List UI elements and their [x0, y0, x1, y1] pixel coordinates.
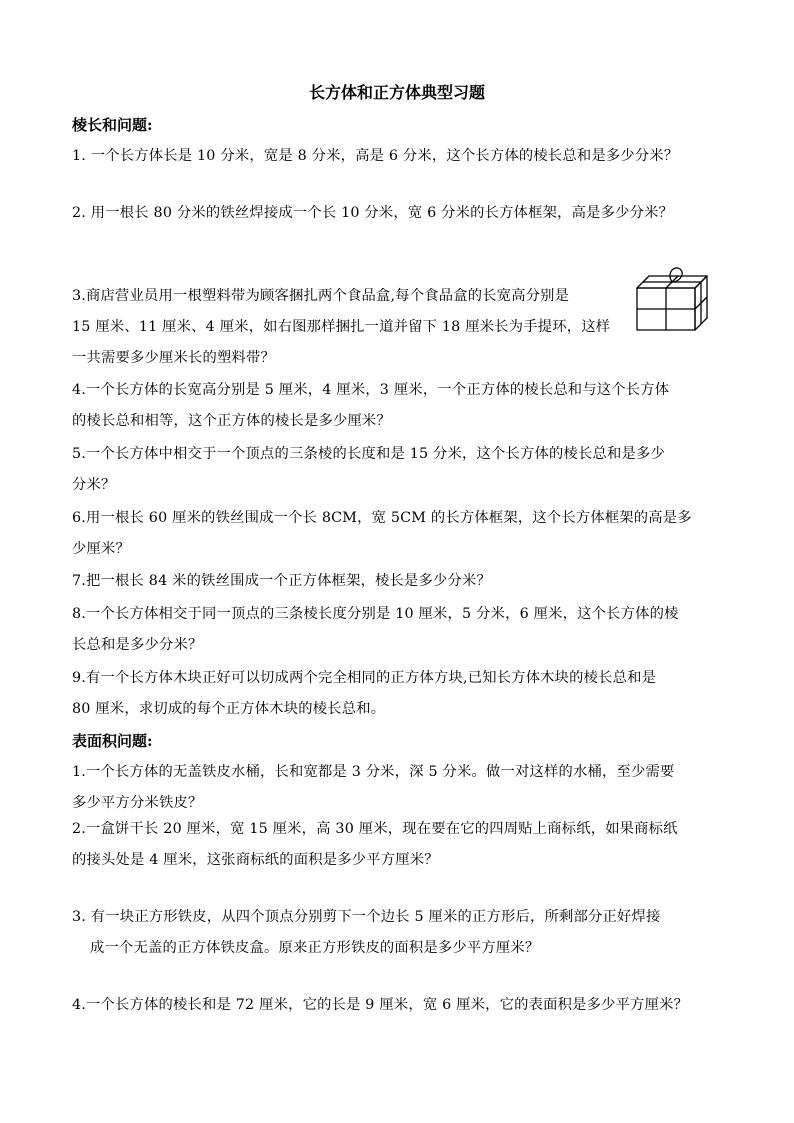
q2-4-line-1: 4.一个长方体的棱长和是 72 厘米，它的长是 9 厘米，宽 6 厘米，它的表面积是多少平方厘米？	[72, 997, 689, 1013]
q2-2-line-2: 的接头处是 4 厘米，这张商标纸的面积是多少平方厘米？	[72, 852, 439, 868]
q1-9-line-1: 9.有一个长方体木块正好可以切成两个完全相同的正方体方块,已知长方体木块的棱长总和是	[72, 670, 657, 686]
q1-3-line-2: 15 厘米、11 厘米、4 厘米，如右图那样捆扎一道并留下 18 厘米长为手提环，这样	[72, 319, 611, 335]
page-title: 长方体和正方体典型习题	[308, 83, 485, 102]
q2-3-line-2: 成一个无盖的正方体铁皮盒。原来正方形铁皮的面积是多少平方厘米？	[90, 940, 540, 956]
q1-6-line-2: 少厘米？	[72, 541, 130, 557]
q1-6-line-1: 6.用一根长 60 厘米的铁丝围成一个长 8CM，宽 5CM 的长方体框架，这个长方体框架的高是多	[72, 510, 692, 526]
q1-1-line-1: 1. 一个长方体长是 10 分米，宽是 8 分米，高是 6 分米，这个长方体的棱长总和是多少分米？	[72, 148, 679, 164]
q2-2-line-1: 2.一盒饼干长 20 厘米，宽 15 厘米，高 30 厘米，现在要在它的四周贴上商标纸，如果商标纸	[72, 821, 678, 837]
q2-1-line-1: 1.一个长方体的无盖铁皮水桶，长和宽都是 3 分米，深 5 分米。做一对这样的水桶，至少需要	[72, 764, 675, 780]
q1-3-line-3: 一共需要多少厘米长的塑料带？	[72, 350, 275, 366]
section-heading-surface-area: 表面积问题:	[72, 732, 153, 750]
q1-9-line-2: 80 厘米，求切成的每个正方体木块的棱长总和。	[72, 701, 386, 717]
q1-7-line-1: 7.把一根长 84 米的铁丝围成一个正方体框架，棱长是多少分米？	[72, 573, 492, 589]
q1-2-line-1: 2. 用一根长 80 分米的铁丝焊接成一个长 10 分米，宽 6 分米的长方体框架，高是多少分米？	[72, 205, 674, 221]
q1-5-line-1: 5.一个长方体中相交于一个顶点的三条棱的长度和是 15 分米，这个长方体的棱长总和是多少	[72, 446, 665, 462]
q1-4-line-2: 的棱长总和相等，这个正方体的棱长是多少厘米？	[72, 413, 391, 429]
q1-8-line-2: 长总和是多少分米？	[72, 637, 203, 653]
section-heading-edge-sum: 棱长和问题:	[72, 116, 153, 134]
q1-3-line-1: 3.商店营业员用一根塑料带为顾客捆扎两个食品盒,每个食品盒的长宽高分别是	[72, 288, 570, 304]
q2-3-line-1: 3. 有一块正方形铁皮，从四个顶点分别剪下一个边长 5 厘米的正方形后，所剩部分正好焊接	[72, 909, 661, 925]
q1-4-line-1: 4.一个长方体的长宽高分别是 5 厘米，4 厘米，3 厘米，一个正方体的棱长总和与这个长方体	[72, 382, 670, 398]
q1-5-line-2: 分米？	[72, 477, 116, 493]
q1-8-line-1: 8.一个长方体相交于同一顶点的三条棱长度分别是 10 厘米，5 分米，6 厘米，这个长方体的棱	[72, 606, 679, 622]
gift-box-icon	[633, 266, 715, 336]
q2-1-line-2: 多少平方分米铁皮？	[72, 795, 203, 811]
